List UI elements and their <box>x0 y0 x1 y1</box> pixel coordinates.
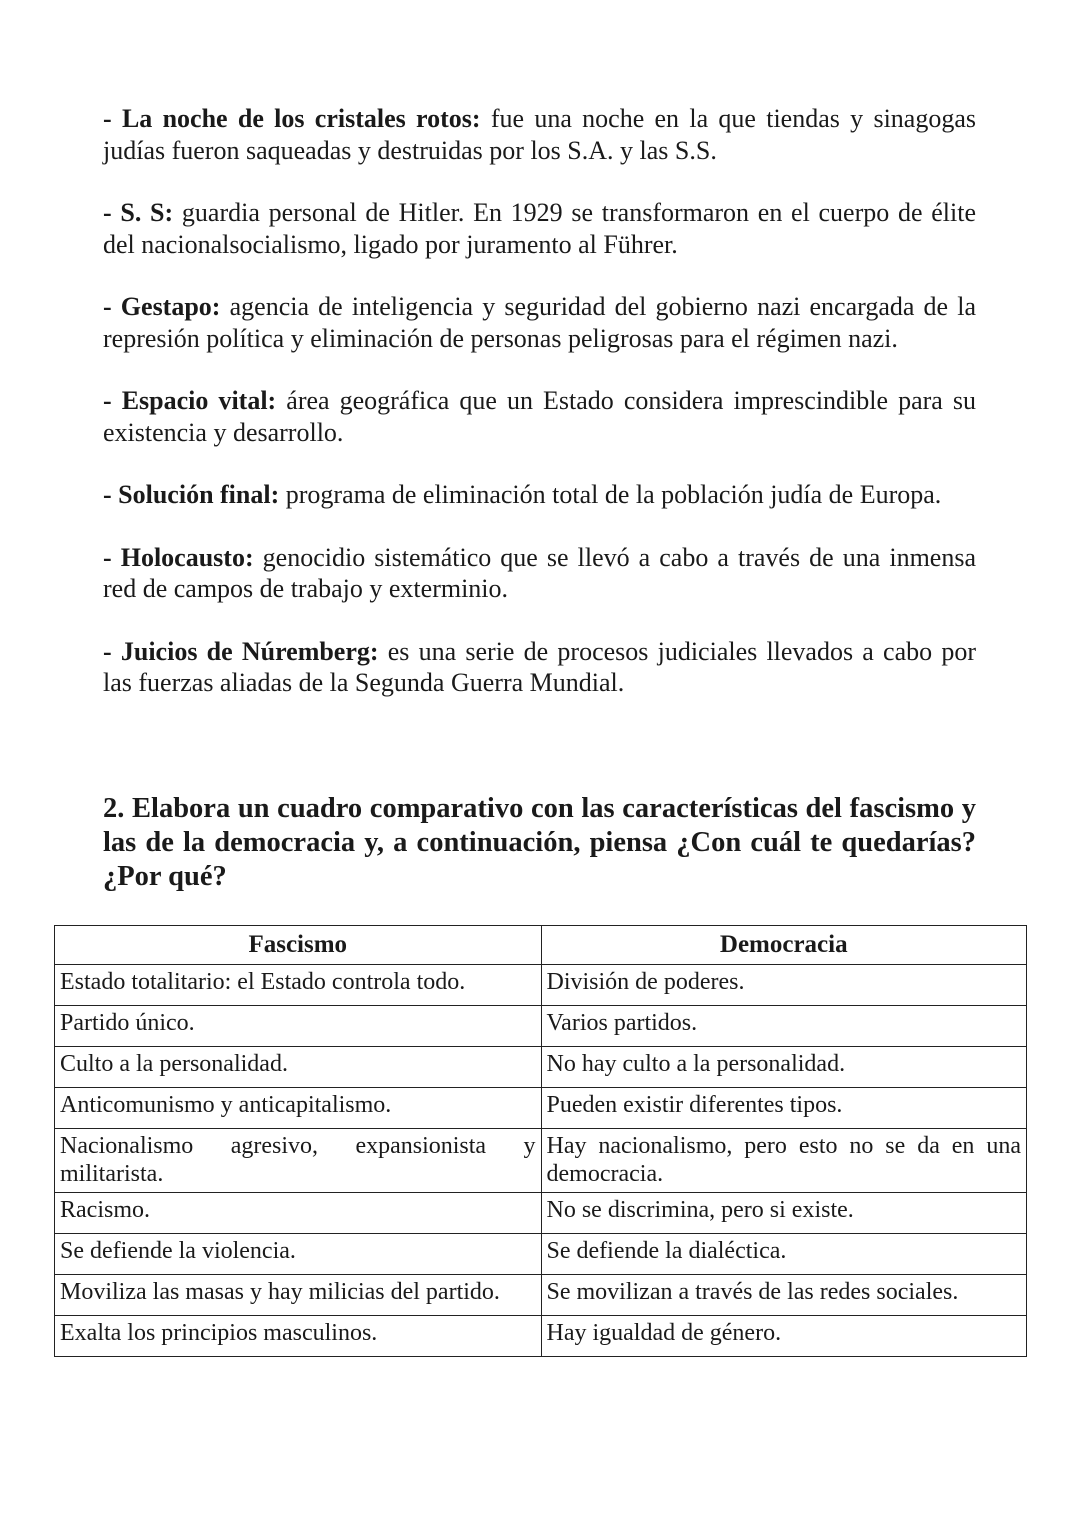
question-heading: 2. Elabora un cuadro comparativo con las características del fascismo y las de la democracia y, a continuación, piensa ¿Con cuál te quedarías? ¿Por qué? <box>103 793 976 892</box>
table-row <box>55 1275 1027 1316</box>
table-header-row <box>55 926 1027 965</box>
table-cell: Moviliza las masas y hay milicias del partido. <box>55 1275 542 1316</box>
table-row <box>55 1088 1027 1129</box>
table-cell: Anticomunismo y anticapitalismo. <box>55 1088 542 1129</box>
definition-text: guardia personal de Hitler. En 1929 se transformaron en el cuerpo de élite del nacionalsocialismo, ligado por juramento al Führer. <box>103 198 976 259</box>
definition-nuremberg <box>103 636 976 699</box>
definition-term: - Holocausto: <box>103 542 254 572</box>
definition-cristales-rotos <box>103 103 976 166</box>
column-header-democracia: Democracia <box>541 926 1027 965</box>
definition-term: - S. S: <box>103 198 174 227</box>
table-cell: No se discrimina, pero si existe. <box>541 1193 1027 1234</box>
definition-ss <box>103 197 976 260</box>
table-cell: Nacionalismo agresivo, expansionista y militarista. <box>55 1129 542 1193</box>
definition-holocausto <box>103 542 976 605</box>
table-cell: Se defiende la violencia. <box>55 1234 542 1275</box>
table-cell: Racismo. <box>55 1193 542 1234</box>
definitions-list <box>103 103 976 730</box>
definition-term: - Juicios de Núremberg: <box>103 636 379 666</box>
table-cell: Varios partidos. <box>541 1006 1027 1047</box>
definition-text: área geográfica que un Estado considera imprescindible para su existencia y desarrollo. <box>103 386 976 447</box>
definition-term: - Espacio vital: <box>103 386 277 415</box>
definition-espacio-vital <box>103 385 976 448</box>
table-row <box>55 1193 1027 1234</box>
definition-text: fue una noche en la que tiendas y sinagogas judías fueron saqueadas y destruidas por los S.A. y las S.S. <box>103 104 976 165</box>
definition-term: - Gestapo: <box>103 292 221 321</box>
definition-solucion-final <box>103 479 976 511</box>
column-header-fascismo: Fascismo <box>55 926 542 965</box>
table-cell: No hay culto a la personalidad. <box>541 1047 1027 1088</box>
table-row <box>55 1316 1027 1357</box>
table-cell: Se defiende la dialéctica. <box>541 1234 1027 1275</box>
table-cell: Exalta los principios masculinos. <box>55 1316 542 1357</box>
definition-text: genocidio sistemático que se llevó a cabo a través de una inmensa red de campos de trabajo y exterminio. <box>103 542 976 603</box>
table-row <box>55 1129 1027 1193</box>
definition-text: es una serie de procesos judiciales llevados a cabo por las fuerzas aliadas de la Segunda Guerra Mundial. <box>103 636 976 697</box>
table-row <box>55 1006 1027 1047</box>
table-cell: Culto a la personalidad. <box>55 1047 542 1088</box>
table-cell: Hay igualdad de género. <box>541 1316 1027 1357</box>
definition-term: - La noche de los cristales rotos: <box>103 104 481 133</box>
table-row <box>55 965 1027 1006</box>
table-cell: Se movilizan a través de las redes sociales. <box>541 1275 1027 1316</box>
table-row <box>55 1047 1027 1088</box>
table-cell: Estado totalitario: el Estado controla todo. <box>55 965 542 1006</box>
table-cell: Pueden existir diferentes tipos. <box>541 1088 1027 1129</box>
definition-term: - Solución final: <box>103 480 280 509</box>
definition-gestapo <box>103 291 976 354</box>
table-cell: Hay nacionalismo, pero esto no se da en una democracia. <box>541 1129 1027 1193</box>
table-cell: División de poderes. <box>541 965 1027 1006</box>
table-cell: Partido único. <box>55 1006 542 1047</box>
table-row <box>55 1234 1027 1275</box>
definition-text: agencia de inteligencia y seguridad del gobierno nazi encargada de la represión política y eliminación de personas peligrosas para el régimen nazi. <box>103 292 976 353</box>
definition-text: programa de eliminación total de la población judía de Europa. <box>279 480 942 509</box>
comparison-table <box>54 925 1027 1357</box>
